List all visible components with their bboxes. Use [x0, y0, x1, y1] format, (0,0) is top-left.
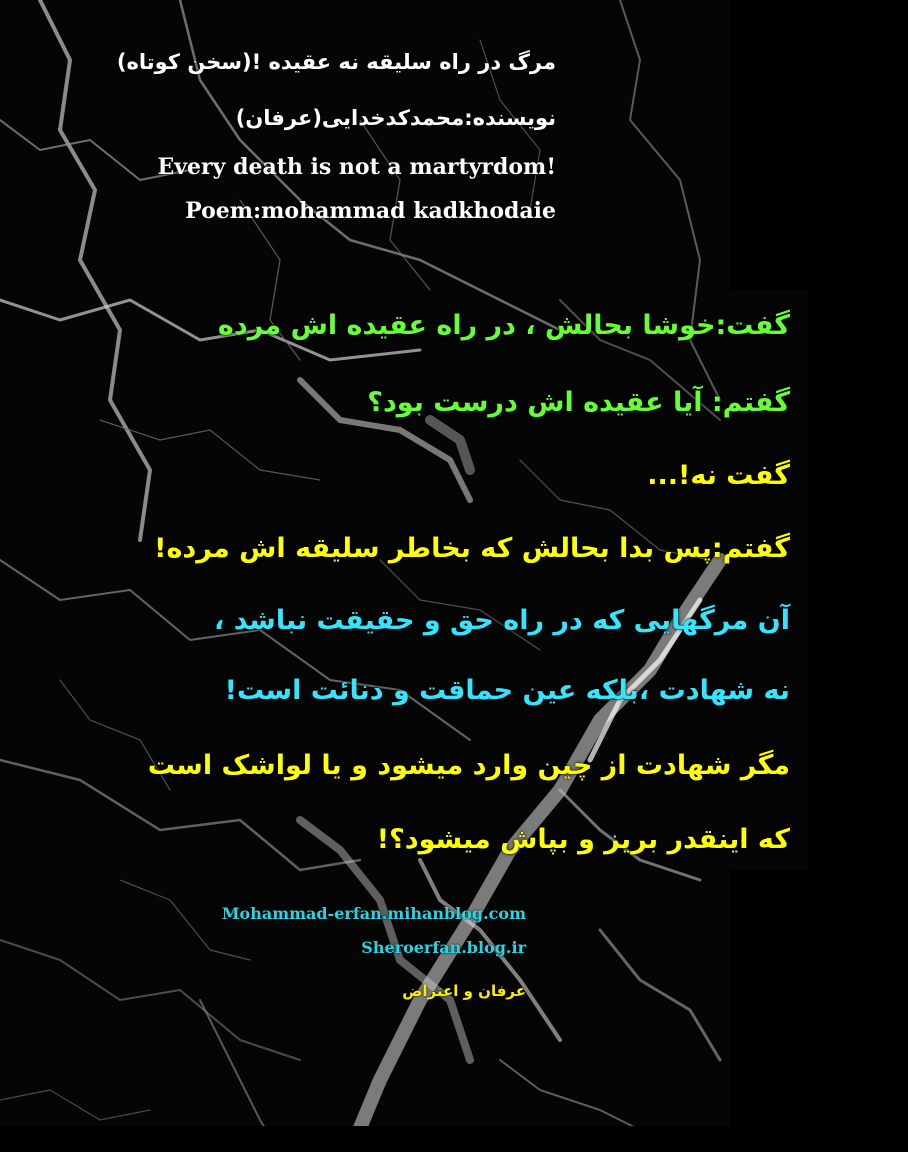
poem-line-8: که اینقدر بریز و بپاش میشود؟!: [376, 824, 790, 855]
signature-persian: عرفان و اعتراض: [402, 982, 526, 1000]
poem-line-5: آن مرگهایی که در راه حق و حقیقت نباشد ،: [214, 605, 790, 636]
title-persian: مرگ در راه سلیقه نه عقیده !(سخن کوتاه): [116, 50, 556, 74]
right-black-band-bottom: [730, 870, 908, 1152]
blog-link-mihanblog[interactable]: Mohammad-erfan.mihanblog.com: [221, 904, 526, 923]
poem-line-2: گفتم: آیا عقیده اش درست بود؟: [367, 387, 790, 418]
right-black-band: [730, 0, 908, 290]
blog-link-sheroerfan[interactable]: Sheroerfan.blog.ir: [361, 938, 526, 957]
title-english: Every death is not a martyrdom!: [157, 154, 556, 180]
poem-line-3: گفت نه!...: [647, 460, 790, 491]
poem-line-6: نه شهادت ،بلکه عین حماقت و دنائت است!: [224, 675, 790, 706]
poem-line-7: مگر شهادت از چین وارد میشود و یا لواشک است: [147, 750, 790, 781]
bottom-black-band: [0, 1126, 908, 1152]
author-english: Poem:mohammad kadkhodaie: [185, 198, 556, 224]
poem-line-1: گفت:خوشا بحالش ، در راه عقیده اش مرده: [217, 310, 790, 341]
poem-line-4: گفتم:پس بدا بحالش که بخاطر سلیقه اش مرده!: [154, 533, 790, 564]
author-persian: نویسنده:محمدکدخدایی(عرفان): [235, 106, 556, 130]
